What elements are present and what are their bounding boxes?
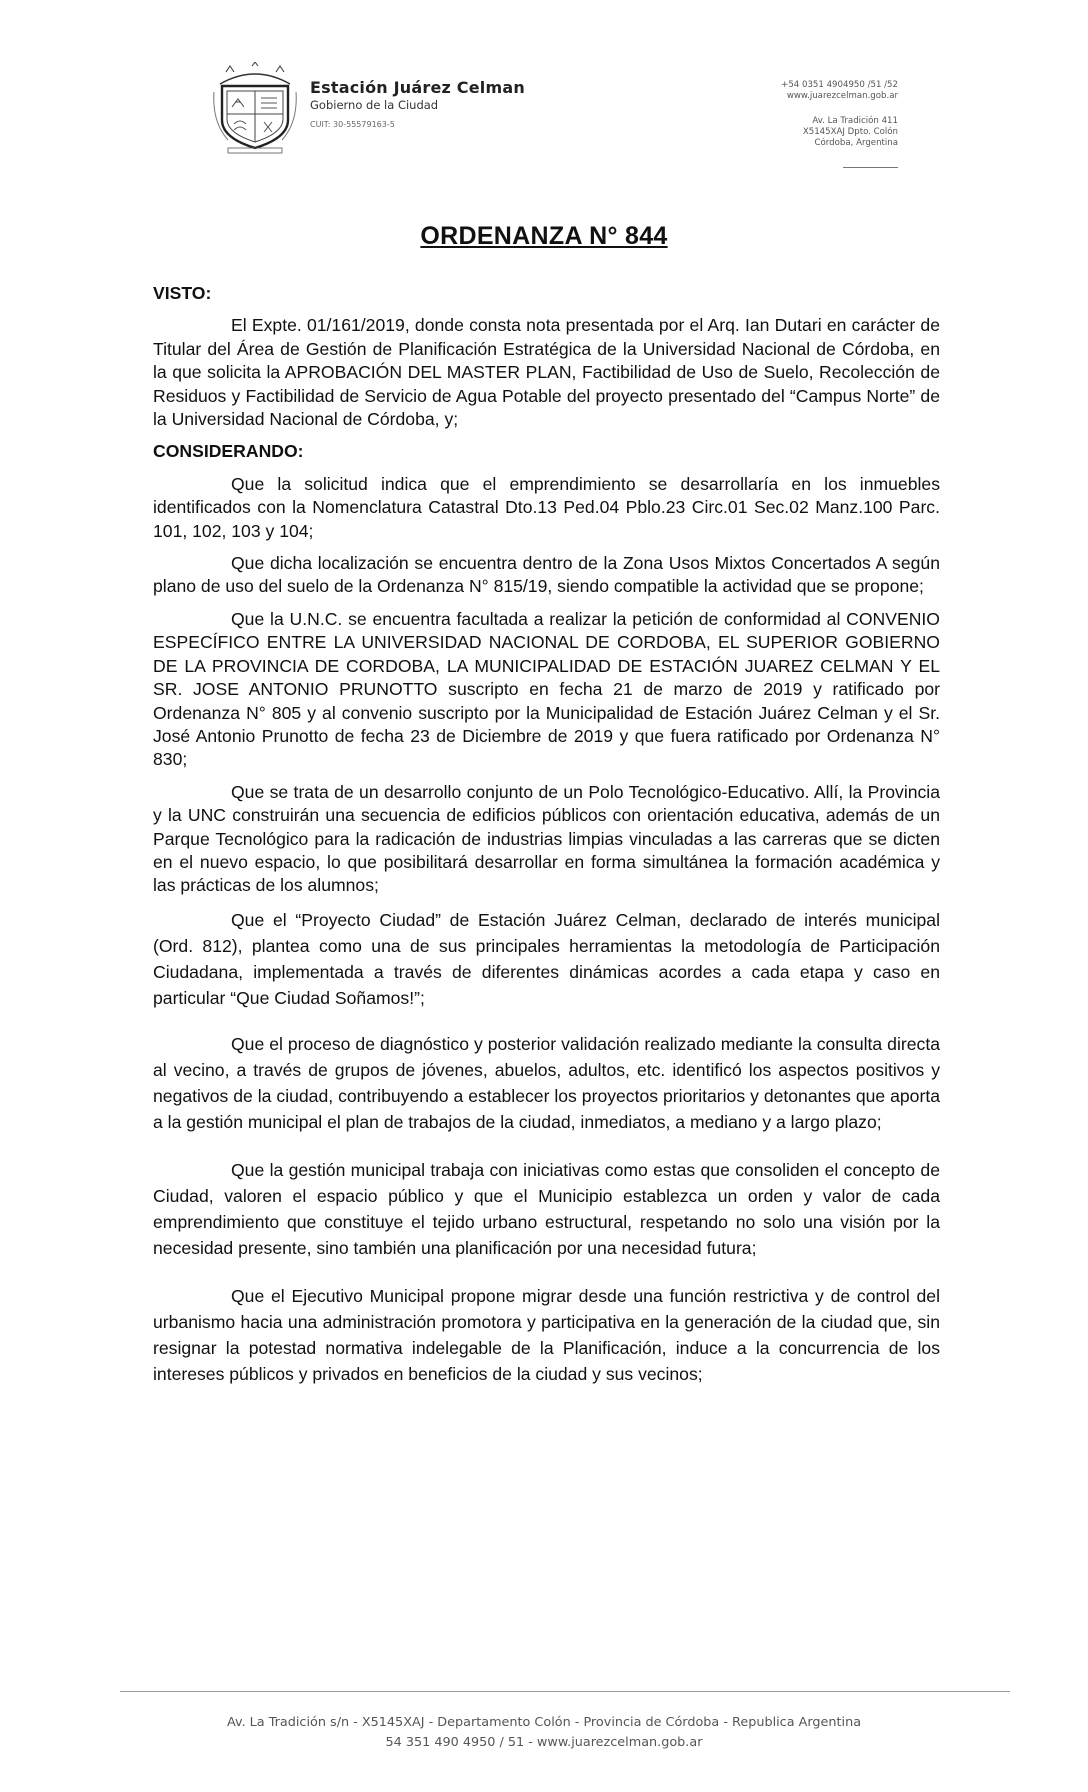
page-footer [0, 1713, 1088, 1753]
contact-address-line-3: Córdoba, Argentina [814, 138, 898, 148]
contact-block [781, 80, 898, 149]
section-heading-considerando: CONSIDERANDO: [153, 441, 304, 462]
contact-address-line-1: Av. La Tradición 411 [812, 116, 898, 126]
contact-address-line-2: X5145XAJ Dpto. Colón [802, 127, 898, 137]
paragraph: Que se trata de un desarrollo conjunto de un Polo Tecnológico-Educativo. Allí, la Provincia y la UNC construirán una secuencia de edificios públicos con orientación educativa, además de un Parque Tecnológico para la radicación de industrias limpias vinculadas a las carreras que se dicten en el nuevo espacio, lo que posibilitará desarrollar en forma simultánea la formación académica y las prácticas de los alumnos; [153, 781, 940, 896]
paragraph: Que la solicitud indica que el emprendimiento se desarrollaría en los inmuebles identificados con la Nomenclatura Catastral Dto.13 Ped.04 Pblo.23 Circ.01 Sec.02 Manz.100 Parc. 101, 102, 103 y 104; [153, 473, 940, 541]
city-crest-logo [212, 62, 298, 154]
paragraph: Que dicha localización se encuentra dentro de la Zona Usos Mixtos Concertados A según plano de uso del suelo de la Ordenanza N° 815/19, siendo compatible la actividad que se propone; [153, 553, 940, 597]
contact-website: www.juarezcelman.gob.ar [786, 91, 898, 101]
paragraph: Que el proceso de diagnóstico y posterior validación realizado mediante la consulta directa al vecino, a través de grupos de jóvenes, abuelos, adultos, etc. identificó los aspectos positivos y negativos de la ciudad, contribuyendo a establecer los proyectos prioritarios y detonantes que aporta a la gestión municipal el plan de trabajos de la ciudad, inmediatos, a mediano y a largo plazo; [153, 1033, 940, 1132]
paragraph: Que la U.N.C. se encuentra facultada a realizar la petición de conformidad al CONVENIO ESPECÍFICO ENTRE LA UNIVERSIDAD NACIONAL DE CORDOBA, EL SUPERIOR GOBIERNO DE LA PROVINCIA DE CORDOBA, LA MUNICIPALIDAD DE ESTACIÓN JUAREZ CELMAN Y EL SR. JOSE ANTONIO PRUNOTTO suscripto en fecha 21 de marzo de 2019 y ratificado por Ordenanza N° 805 y al convenio suscripto por la Municipalidad de Estación Juárez Celman y el Sr. José Antonio Prunotto de fecha 23 de Diciembre de 2019 y que fuera ratificado por Ordenanza N° 830; [153, 608, 940, 770]
document-title: ORDENANZA N° 844 [420, 222, 668, 250]
paragraph: Que el Ejecutivo Municipal propone migrar desde una función restrictiva y de control del urbanismo hacia una administración promotora y participativa en la generación de la ciudad que, sin resignar la potestad normativa indelegable de la Planificación, induce a la concurrencia de los intereses públicos y privados en beneficios de la ciudad y sus vecinos; [153, 1285, 940, 1384]
organization-name: Estación Juárez Celman [310, 78, 525, 97]
organization-subtitle: Gobierno de la Ciudad [310, 98, 439, 112]
section-heading-visto: VISTO: [153, 283, 212, 303]
contact-divider [843, 167, 898, 168]
paragraph: Que el “Proyecto Ciudad” de Estación Juárez Celman, declarado de interés municipal (Ord. 812), plantea como una de sus principales herramientas la metodología de Participación Ciudadana, implementada a través de diferentes dinámicas acordes a cada etapa y caso en particular “Que Ciudad Soñamos!”; [153, 909, 940, 1008]
paragraph-visto: El Expte. 01/161/2019, donde consta nota presentada por el Arq. Ian Dutari en carácter de Titular del Área de Gestión de Planificación Estratégica de la Universidad Nacional de Córdoba, en la que solicita la APROBACIÓN DEL MASTER PLAN, Factibilidad de Uso de Suelo, Recolección de Residuos y Factibilidad de Servicio de Agua Potable del proyecto presentado del “Campus Norte” de la Universidad Nacional de Córdoba, y; [153, 315, 940, 430]
footer-divider [120, 1691, 1010, 1692]
footer-address: Av. La Tradición s/n - X5145XAJ - Departamento Colón - Provincia de Córdoba - Republica Argentina [226, 1715, 862, 1730]
paragraph: Que la gestión municipal trabaja con iniciativas como estas que consoliden el concepto de Ciudad, valoren el espacio público y que el Municipio establezca un orden y valor de cada emprendimiento que constituye el tejido urbano estructural, respetando no solo una visión por la necesidad presente, sino también una planificación por una necesidad futura; [153, 1159, 940, 1258]
document-body [153, 282, 940, 1409]
contact-phone: +54 0351 4904950 /51 /52 [781, 80, 898, 90]
organization-cuit: CUIT: 30-55579163-5 [310, 120, 395, 129]
footer-contact: 54 351 490 4950 / 51 - www.juarezcelman.gob.ar [385, 1735, 703, 1750]
organization-block [310, 78, 525, 129]
